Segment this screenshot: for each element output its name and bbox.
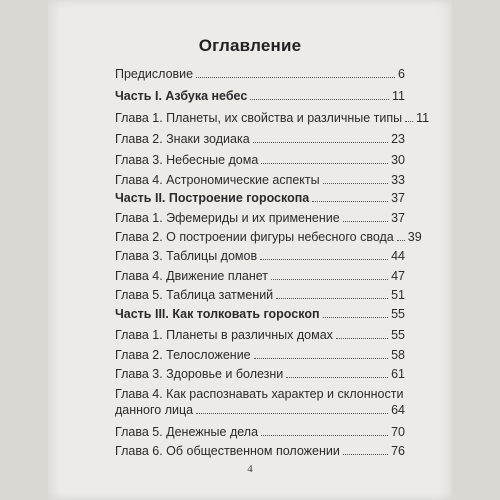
toc-entry xyxy=(115,172,405,188)
toc-entry-title: Часть I. Азбука небес xyxy=(115,89,248,103)
leader-dots xyxy=(196,413,388,414)
toc-entry xyxy=(115,443,405,459)
toc-entry-title: Часть II. Построение гороскопа xyxy=(115,191,310,205)
toc-entry xyxy=(115,424,405,440)
toc-entry-page: 55 xyxy=(391,328,405,342)
leader-dots xyxy=(260,259,388,260)
toc-entry-title: Глава 3. Таблицы домов xyxy=(115,249,258,263)
toc-entry-page: 76 xyxy=(391,444,405,458)
toc-entry-title: Глава 3. Небесные дома xyxy=(115,153,259,167)
toc-entry-page: 37 xyxy=(391,191,405,205)
toc-entry-page: 70 xyxy=(391,425,405,439)
leader-dots xyxy=(343,221,388,222)
toc-entry-page: 30 xyxy=(391,153,405,167)
toc-entry-page: 11 xyxy=(416,111,430,125)
toc-entry-page: 58 xyxy=(391,348,405,362)
leader-dots xyxy=(261,163,388,164)
toc-entry xyxy=(115,229,422,245)
toc-entry xyxy=(115,248,405,264)
leader-dots xyxy=(397,240,405,241)
toc-part-2 xyxy=(115,190,405,206)
toc-entry-page: 55 xyxy=(391,307,405,321)
toc-entry-page: 37 xyxy=(391,211,405,225)
leader-dots xyxy=(323,183,388,184)
toc-entry-title: Глава 4. Как распознавать характер и склонности xyxy=(115,387,404,401)
leader-dots xyxy=(250,99,389,100)
book-page xyxy=(48,0,452,500)
toc-entry-title: Глава 2. Телосложение xyxy=(115,348,251,362)
leader-dots xyxy=(276,298,388,299)
toc-entry-page: 44 xyxy=(391,249,405,263)
toc-entry xyxy=(115,287,405,303)
toc-entry-title: Глава 1. Планеты в различных домах xyxy=(115,328,333,342)
toc-entry xyxy=(115,268,405,284)
toc-entry-page: 39 xyxy=(407,230,422,244)
page-number: 4 xyxy=(247,463,253,475)
toc-entry-preface xyxy=(115,66,405,82)
toc-entry-title: Глава 2. Знаки зодиака xyxy=(115,132,250,146)
leader-dots xyxy=(343,454,388,455)
leader-dots xyxy=(261,435,388,436)
toc-part-1 xyxy=(115,88,405,104)
toc-entry-title: Глава 6. Об общественном положении xyxy=(115,444,340,458)
toc-entry xyxy=(115,152,405,168)
leader-dots xyxy=(405,121,413,122)
leader-dots xyxy=(271,279,388,280)
toc-entry xyxy=(115,366,405,382)
toc-entry-page: 51 xyxy=(391,288,405,302)
toc-entry-title: Глава 4. Движение планет xyxy=(115,269,269,283)
toc-entry-multiline xyxy=(115,386,405,418)
leader-dots xyxy=(286,377,388,378)
toc-entry-title: Глава 5. Денежные дела xyxy=(115,425,259,439)
toc-entry-page: 61 xyxy=(391,367,405,381)
leader-dots xyxy=(323,317,389,318)
toc-entry-title: Глава 2. О построении фигуры небесного свода xyxy=(115,230,394,244)
toc-entry xyxy=(115,347,405,363)
leader-dots xyxy=(196,77,395,78)
toc-entry-page: 11 xyxy=(392,89,405,103)
toc-part-3 xyxy=(115,306,405,322)
leader-dots xyxy=(312,201,388,202)
page-title: Оглавление xyxy=(198,36,302,55)
toc-entry-title: Глава 1. Эфемериды и их применение xyxy=(115,211,340,225)
toc-entry-title: Глава 5. Таблица затмений xyxy=(115,288,274,302)
toc-entry-title-continued: данного лица xyxy=(115,403,194,417)
toc-entry xyxy=(115,110,430,126)
toc-entry-title: Предисловие xyxy=(115,67,194,81)
toc-entry-page: 33 xyxy=(391,173,405,187)
leader-dots xyxy=(336,338,388,339)
toc-entry xyxy=(115,131,405,147)
toc-entry-title: Глава 1. Планеты, их свойства и различные типы xyxy=(115,111,403,125)
toc-entry-page: 23 xyxy=(391,132,405,146)
toc-entry-page: 47 xyxy=(391,269,405,283)
toc-entry-page: 64 xyxy=(391,403,405,417)
leader-dots xyxy=(253,142,388,143)
leader-dots xyxy=(254,358,388,359)
toc-entry-page: 6 xyxy=(398,67,405,81)
toc-entry-title: Часть III. Как толковать гороскоп xyxy=(115,307,320,321)
toc-entry xyxy=(115,327,405,343)
toc-entry-title: Глава 3. Здоровье и болезни xyxy=(115,367,284,381)
toc-entry xyxy=(115,210,405,226)
toc-entry-title: Глава 4. Астрономические аспекты xyxy=(115,173,320,187)
